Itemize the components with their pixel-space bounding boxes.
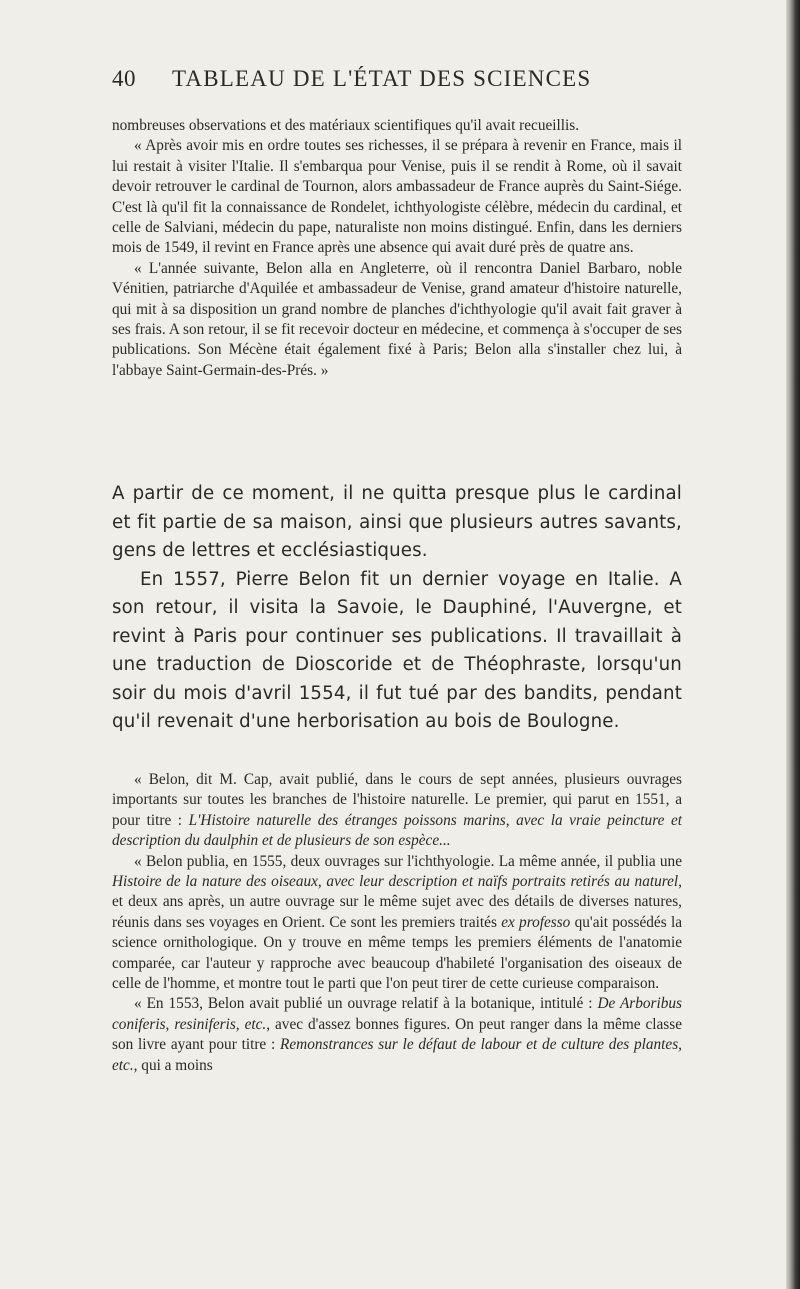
book-title: Remonstrances sur le défaut de labour et de culture des plantes, etc. <box>112 1036 682 1074</box>
running-title: TABLEAU DE L'ÉTAT DES SCIENCES <box>172 66 592 91</box>
main-text <box>112 480 682 737</box>
paragraph-text: , avec d'assez bonnes figures. On peut ranger dans la même classe son livre ayant pour titre : <box>112 1015 683 1054</box>
paragraph-text: « Belon, dit M. Cap, avait publié, dans le cours de sept années, plusieurs ouvrages importants sur toutes les branches de l'histoire naturelle. Le premier, qui parut en 1551, a pour titre : <box>112 771 682 829</box>
paragraph-text: et deux ans après, un autre ouvrage sur le même sujet avec des détails de diverses natures, réunis dans ses voyages en Orient. Ce sont les premiers traités <box>112 893 682 931</box>
main-paragraph-2: En 1557, Pierre Belon fit un dernier voyage en Italie. A son retour, il visita la Savoie, le Dauphiné, l'Auvergne, et revint à Paris pour continuer ses publications. Il travaillait à une traduction de Dioscoride et de Théophraste, lorsqu'un soir du mois d'avril 1554, il fut tué par des bandits, pendant qu'il revenait d'une herborisation au bois de Boulogne. <box>112 568 682 732</box>
page-number: 40 <box>112 66 136 91</box>
latin-expression: ex professo <box>501 913 571 931</box>
paragraph-text: qu'ait possédés la science ornithologique. On y trouve en même temps les premiers éléments de l'anatomie comparée, car l'auteur y rapproche avec beaucoup d'habileté l'organisation des oiseaux de celle de l'homme, et montre tout le parti que l'on peut tirer de cette curieuse comparaison. <box>112 913 682 993</box>
page-header <box>112 66 692 98</box>
book-title: Histoire de la nature des oiseaux, avec leur description et naïfs portraits retirés au naturel, <box>112 873 682 891</box>
quote-bottom-paragraph-1 <box>112 770 682 852</box>
main-paragraph-1: A partir de ce moment, il ne quitta presque plus le cardinal et fit partie de sa maison, ainsi que plusieurs autres savants, gens de lettres et ecclésiastiques. <box>112 483 682 561</box>
quote-top-paragraph-2: « Après avoir mis en ordre toutes ses richesses, il se prépara à revenir en France, mais il lui restait à visiter l'Italie. Il s'embarqua pour Venise, puis il se rendit à Rome, où il savait devoir retrouver le cardinal de Tournon, alors ambassadeur de France auprès du Saint-Siége. C'est là qu'il fit la connaissance de Rondelet, ichthyologiste célèbre, médecin du cardinal, et celle de Salviani, médecin du pape, naturaliste non moins distingué. Enfin, dans les derniers mois de 1549, il revint en France après une absence qui avait duré près de quatre ans. <box>112 137 682 257</box>
book-spine-shadow <box>786 0 800 1289</box>
quote-top-paragraph-1: nombreuses observations et des matériaux scientifiques qu'il avait recueillis. <box>112 117 580 134</box>
quote-top-paragraph-3: « L'année suivante, Belon alla en Angleterre, où il rencontra Daniel Barbaro, noble Vénitien, patriarche d'Aquilée et ambassadeur de Venise, grand amateur d'histoire naturelle, qui mit à sa disposition un grand nombre de planches d'ichthyologie qu'il avait fait graver à ses frais. A son retour, il se fit recevoir docteur en médecine, et commença à s'occuper de ses publications. Son Mécène était également fixé à Paris; Belon alla s'installer chez lui, à l'abbaye Saint-Germain-des-Prés. » <box>112 259 682 379</box>
book-title: De Arboribus coniferis, resiniferis, etc. <box>112 995 682 1033</box>
quote-bottom-paragraph-3 <box>112 994 682 1076</box>
paragraph-text: « Belon publia, en 1555, deux ouvrages sur l'ichthyologie. La même année, il publia une <box>134 852 682 870</box>
paragraph-text: « En 1553, Belon avait publié un ouvrage relatif à la botanique, intitulé : <box>134 995 598 1013</box>
quote-bottom-paragraph-2 <box>112 852 682 995</box>
book-title: L'Histoire naturelle des étranges poissons marins, avec la vraie peincture et description du daulphin et de plusieurs de son espèce... <box>112 811 682 850</box>
quote-top <box>112 116 682 381</box>
paragraph-text: , qui a moins <box>133 1056 213 1074</box>
quote-bottom <box>112 770 682 1076</box>
